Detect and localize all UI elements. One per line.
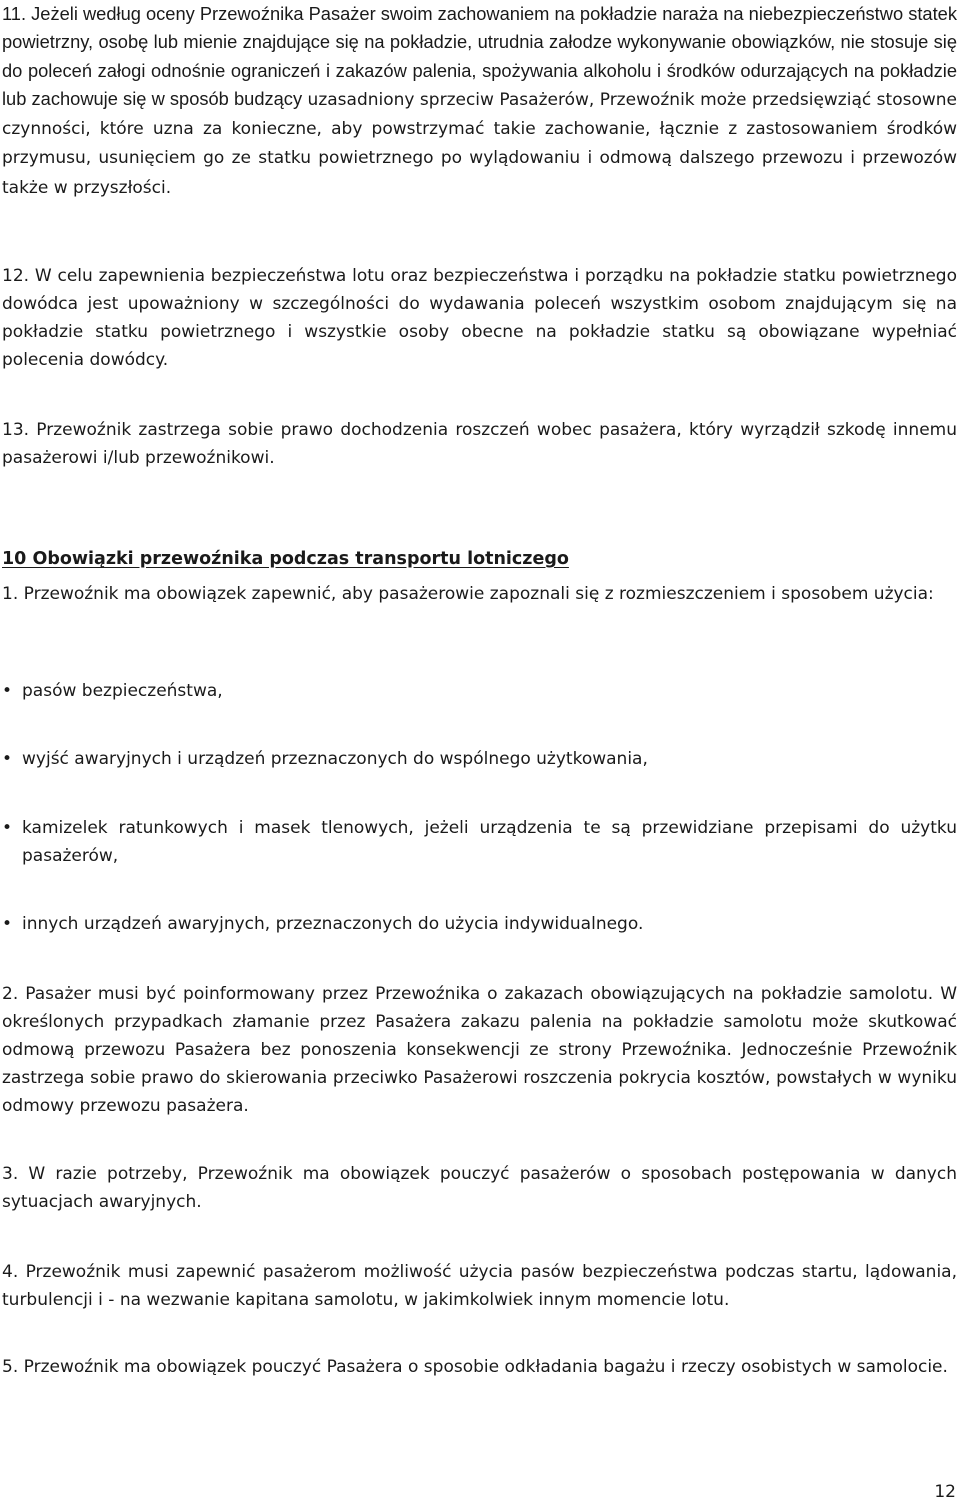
list-item — [2, 745, 957, 773]
paragraph-3: 3. W razie potrzeby, Przewoźnik ma obowiązek pouczyć pasażerów o sposobach postępowania w danych sytuacjach awaryjnych. — [2, 1164, 957, 1212]
bullet-icon: • — [2, 914, 13, 934]
paragraph-13: 13. Przewoźnik zastrzega sobie prawo dochodzenia roszczeń wobec pasażera, który wyrządził szkodę innemu pasażerowi i/lub przewoźnikowi. — [2, 420, 957, 468]
list-item — [2, 677, 957, 705]
list-item-text: pasów bezpieczeństwa, — [22, 681, 223, 701]
section-heading: 10 Obowiązki przewoźnika podczas transportu lotniczego — [2, 549, 569, 569]
paragraph-11-lead: 11. Jeżeli według oceny Przewoźnika Pasażer swoim zachowaniem na pokładzie naraża na niebezpieczeństwo statek powietrzny, osobę lub mienie znajdujące się na pokładzie, utrudnia załodze wykonywanie obowiązków, nie stosuje się do poleceń załogi odnośnie ograniczeń i zakazów palenia, spożywania alkoholu i środków odurzających na pokładzie lub zachowuje się w sposób budzący — [2, 3, 957, 109]
list-item — [2, 910, 957, 938]
bullet-icon: • — [2, 749, 13, 769]
paragraph-12: 12. W celu zapewnienia bezpieczeństwa lotu oraz bezpieczeństwa i porządku na pokładzie statku powietrznego dowódca jest upoważniony w szczególności do wydawania poleceń wszystkim osobom znajdującym się na pokładzie statku powietrznego i wszystkie osoby obecne na pokładzie statku są obowiązane wypełniać polecenia dowódcy. — [2, 266, 957, 370]
paragraph-5: 5. Przewoźnik ma obowiązek pouczyć Pasażera o sposobie odkładania bagażu i rzeczy osobistych w samolocie. — [2, 1357, 948, 1377]
bullet-icon: • — [2, 681, 13, 701]
bullet-icon: • — [2, 818, 13, 838]
paragraph-4: 4. Przewoźnik musi zapewnić pasażerom możliwość użycia pasów bezpieczeństwa podczas startu, lądowania, turbulencji i - na wezwanie kapitana samolotu, w jakimkolwiek innym momencie lotu. — [2, 1262, 957, 1310]
paragraph-11-tail: uzasadniony sprzeciw Pasażerów, Przewoźnik może przedsięwziąć stosowne czynności, które uzna za konieczne, aby powstrzymać takie zachowanie, łącznie z zastosowaniem środków przymusu, usunięciem go ze statku powietrznego po wylądowaniu i odmową dalszego przewozu i przewozów także w przyszłości. — [2, 89, 957, 198]
section-intro-paragraph: 1. Przewoźnik ma obowiązek zapewnić, aby pasażerowie zapoznali się z rozmieszczeniem i sposobem użycia: — [2, 584, 934, 604]
list-item — [2, 814, 957, 870]
list-item-text: wyjść awaryjnych i urządzeń przeznaczonych do wspólnego użytkowania, — [22, 749, 648, 769]
page-number: 12 — [934, 1482, 956, 1502]
paragraph-2: 2. Pasażer musi być poinformowany przez Przewoźnika o zakazach obowiązujących na pokładzie samolotu. W określonych przypadkach złamanie przez Pasażera zakazu palenia na pokładzie samolotu może skutkować odmową przewozu Pasażera bez ponoszenia konsekwencji ze strony Przewoźnika. Jednocześnie Przewoźnik zastrzega sobie prawo do skierowania przeciwko Pasażerowi roszczenia pokrycia kosztów, powstałych w wyniku odmowy przewozu pasażera. — [2, 984, 957, 1116]
list-item-text: kamizelek ratunkowych i masek tlenowych, jeżeli urządzenia te są przewidziane przepisami do użytku pasażerów, — [22, 818, 957, 866]
paragraph-11 — [2, 0, 957, 202]
list-item-text: innych urządzeń awaryjnych, przeznaczonych do użycia indywidualnego. — [22, 914, 644, 934]
